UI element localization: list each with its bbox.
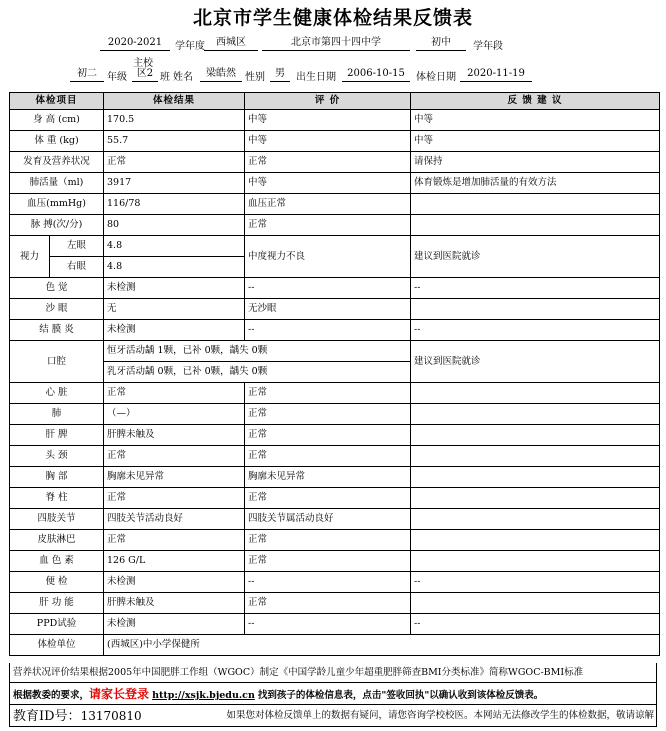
item-result: 正常 <box>104 152 245 173</box>
header-evaluation: 评 价 <box>245 93 411 110</box>
item-label: PPD试验 <box>10 614 104 635</box>
item-feedback <box>411 215 660 236</box>
item-label: 头 颈 <box>10 446 104 467</box>
item-feedback <box>411 467 660 488</box>
item-result: （—） <box>104 404 245 425</box>
item-result: 胸廓未见异常 <box>104 467 245 488</box>
table-row <box>10 320 660 341</box>
district: 西城区 <box>204 36 258 51</box>
item-label: 肝 脾 <box>10 425 104 446</box>
school-year: 2020-2021 <box>100 36 170 51</box>
mouth-milk-teeth: 乳牙活动龋 0颗，已补 0颗，龋失 0颗 <box>104 362 411 383</box>
item-feedback <box>411 509 660 530</box>
birth-date: 2006-10-15 <box>342 67 410 82</box>
vision-label: 视力 <box>10 236 50 278</box>
item-evaluation: 四肢关节属活动良好 <box>245 509 411 530</box>
name-label: 姓名 <box>173 72 193 83</box>
item-feedback <box>411 404 660 425</box>
table-row <box>10 278 660 299</box>
table-row <box>10 530 660 551</box>
unit-name: (西城区)中小学保健所 <box>104 635 660 656</box>
item-evaluation: 正常 <box>245 593 411 614</box>
item-result: 正常 <box>104 446 245 467</box>
mouth-label: 口腔 <box>10 341 104 383</box>
table-row <box>10 215 660 236</box>
item-evaluation: -- <box>245 320 411 341</box>
item-evaluation: 正常 <box>245 488 411 509</box>
login-url-link[interactable]: http://xsjk.bjedu.cn <box>152 690 255 701</box>
exam-date-label: 体检日期 <box>416 72 456 83</box>
table-row <box>10 467 660 488</box>
item-result: 肝脾未触及 <box>104 593 245 614</box>
mouth-feedback: 建议到医院就诊 <box>411 341 660 383</box>
item-label: 身 高 (cm) <box>10 110 104 131</box>
item-evaluation: 中等 <box>245 131 411 152</box>
school-year-label: 学年度 <box>175 41 205 52</box>
grade-label: 年级 <box>107 72 127 83</box>
item-result: 170.5 <box>104 110 245 131</box>
vision-right-label: 右眼 <box>50 257 104 278</box>
item-feedback <box>411 593 660 614</box>
item-result: 55.7 <box>104 131 245 152</box>
table-row <box>10 572 660 593</box>
table-row <box>10 299 660 320</box>
education-id: 13170810 <box>80 709 142 723</box>
header-feedback: 反 馈 建 议 <box>411 93 660 110</box>
item-evaluation: 正常 <box>245 383 411 404</box>
item-feedback: 体育锻炼是增加肺活量的有效方法 <box>411 173 660 194</box>
vision-left-result: 4.8 <box>104 236 245 257</box>
school-stage: 初中 <box>416 36 466 51</box>
vision-feedback: 建议到医院就诊 <box>411 236 660 278</box>
class-label: 班 <box>160 72 170 83</box>
table-row <box>10 425 660 446</box>
item-feedback <box>411 530 660 551</box>
item-label: 沙 眼 <box>10 299 104 320</box>
item-evaluation: -- <box>245 278 411 299</box>
grade: 初二 <box>70 67 104 82</box>
login-prefix: 根据教委的要求， <box>13 690 90 701</box>
birth-label: 出生日期 <box>296 72 336 83</box>
item-label: 色 觉 <box>10 278 104 299</box>
item-result: 正常 <box>104 383 245 404</box>
table-row <box>10 488 660 509</box>
item-label: 肺活量（ml) <box>10 173 104 194</box>
table-row <box>10 446 660 467</box>
campus: 主校 <box>133 58 153 69</box>
table-row <box>10 614 660 635</box>
item-label: 四肢关节 <box>10 509 104 530</box>
item-result: 未检测 <box>104 320 245 341</box>
school-name: 北京市第四十四中学 <box>262 36 410 51</box>
item-label: 心 脏 <box>10 383 104 404</box>
item-label: 皮肤淋巴 <box>10 530 104 551</box>
table-row <box>10 152 660 173</box>
table-header-row <box>10 93 660 110</box>
class: 区2 <box>132 67 158 82</box>
item-result: 未检测 <box>104 572 245 593</box>
vision-evaluation: 中度视力不良 <box>245 236 411 278</box>
item-evaluation: 中等 <box>245 173 411 194</box>
item-evaluation: 无沙眼 <box>245 299 411 320</box>
item-evaluation: 正常 <box>245 446 411 467</box>
item-feedback <box>411 299 660 320</box>
item-label: 胸 部 <box>10 467 104 488</box>
item-evaluation: 胸廓未见异常 <box>245 467 411 488</box>
item-result: 3917 <box>104 173 245 194</box>
item-result: 正常 <box>104 530 245 551</box>
table-row-unit <box>10 635 660 656</box>
login-instruction <box>9 683 657 705</box>
item-label: 脊 柱 <box>10 488 104 509</box>
item-feedback: -- <box>411 614 660 635</box>
item-result: 126 G/L <box>104 551 245 572</box>
table-row <box>10 131 660 152</box>
item-result: 正常 <box>104 488 245 509</box>
item-label: 结 膜 炎 <box>10 320 104 341</box>
mouth-permanent-teeth: 恒牙活动龋 1颗，已补 0颗，龋失 0颗 <box>104 341 411 362</box>
item-evaluation: -- <box>245 572 411 593</box>
item-feedback <box>411 551 660 572</box>
item-feedback: 请保持 <box>411 152 660 173</box>
item-evaluation: 正常 <box>245 551 411 572</box>
table-row <box>10 551 660 572</box>
table-row <box>10 110 660 131</box>
item-evaluation: 正常 <box>245 152 411 173</box>
item-feedback: 中等 <box>411 131 660 152</box>
exam-date: 2020-11-19 <box>460 67 532 82</box>
item-feedback: -- <box>411 320 660 341</box>
header-result: 体检结果 <box>104 93 245 110</box>
login-suffix: 找到孩子的体检信息表，点击"签收回执"以确认收到该体检反馈表。 <box>257 690 544 701</box>
item-evaluation: 正常 <box>245 215 411 236</box>
item-label: 发育及营养状况 <box>10 152 104 173</box>
item-label: 便 检 <box>10 572 104 593</box>
education-id-label: 教育ID号： <box>13 709 81 724</box>
item-evaluation: 中等 <box>245 110 411 131</box>
item-label: 血压(mmHg) <box>10 194 104 215</box>
item-feedback <box>411 194 660 215</box>
item-feedback: -- <box>411 278 660 299</box>
table-row-vision-left <box>10 236 660 257</box>
gender: 男 <box>270 67 290 82</box>
gender-label: 性别 <box>245 72 265 83</box>
header-item: 体检项目 <box>10 93 104 110</box>
item-label: 肺 <box>10 404 104 425</box>
item-label: 脉 搏(次/分) <box>10 215 104 236</box>
exam-table <box>9 92 660 656</box>
item-feedback: 中等 <box>411 110 660 131</box>
vision-right-result: 4.8 <box>104 257 245 278</box>
footer-id-line <box>9 705 657 727</box>
page-title: 北京市学生健康体检结果反馈表 <box>192 7 473 29</box>
item-evaluation: 血压正常 <box>245 194 411 215</box>
item-feedback <box>411 446 660 467</box>
table-row <box>10 194 660 215</box>
item-evaluation: 正常 <box>245 530 411 551</box>
table-row <box>10 404 660 425</box>
disclaimer: 如果您对体检反馈单上的数据有疑问，请您咨询学校校医。本网站无法修改学生的体检数据，敬请谅解 <box>226 710 654 721</box>
table-row <box>10 509 660 530</box>
unit-label: 体检单位 <box>10 635 104 656</box>
item-result: 未检测 <box>104 278 245 299</box>
item-label: 肝 功 能 <box>10 593 104 614</box>
table-row <box>10 593 660 614</box>
item-feedback <box>411 425 660 446</box>
student-name: 梁皓然 <box>200 67 242 82</box>
school-stage-label: 学年段 <box>473 41 503 52</box>
item-evaluation: 正常 <box>245 425 411 446</box>
table-row-mouth-perm <box>10 341 660 362</box>
item-evaluation: -- <box>245 614 411 635</box>
item-label: 体 重 (kg) <box>10 131 104 152</box>
item-result: 116/78 <box>104 194 245 215</box>
table-row <box>10 173 660 194</box>
item-feedback: -- <box>411 572 660 593</box>
item-label: 血 色 素 <box>10 551 104 572</box>
item-result: 四肢关节活动良好 <box>104 509 245 530</box>
bmi-standard-note: 营养状况评价结果根据2005年中国肥胖工作组（WGOC）制定《中国学龄儿童少年超重肥胖筛查BMI分类标准》简称WGOC-BMI标准 <box>9 663 657 683</box>
item-result: 肝脾未触及 <box>104 425 245 446</box>
item-result: 未检测 <box>104 614 245 635</box>
item-result: 无 <box>104 299 245 320</box>
item-feedback <box>411 488 660 509</box>
item-feedback <box>411 383 660 404</box>
item-result: 80 <box>104 215 245 236</box>
table-row <box>10 383 660 404</box>
parent-login-link[interactable]: 请家长登录 <box>89 687 150 701</box>
item-evaluation: 正常 <box>245 404 411 425</box>
vision-left-label: 左眼 <box>50 236 104 257</box>
